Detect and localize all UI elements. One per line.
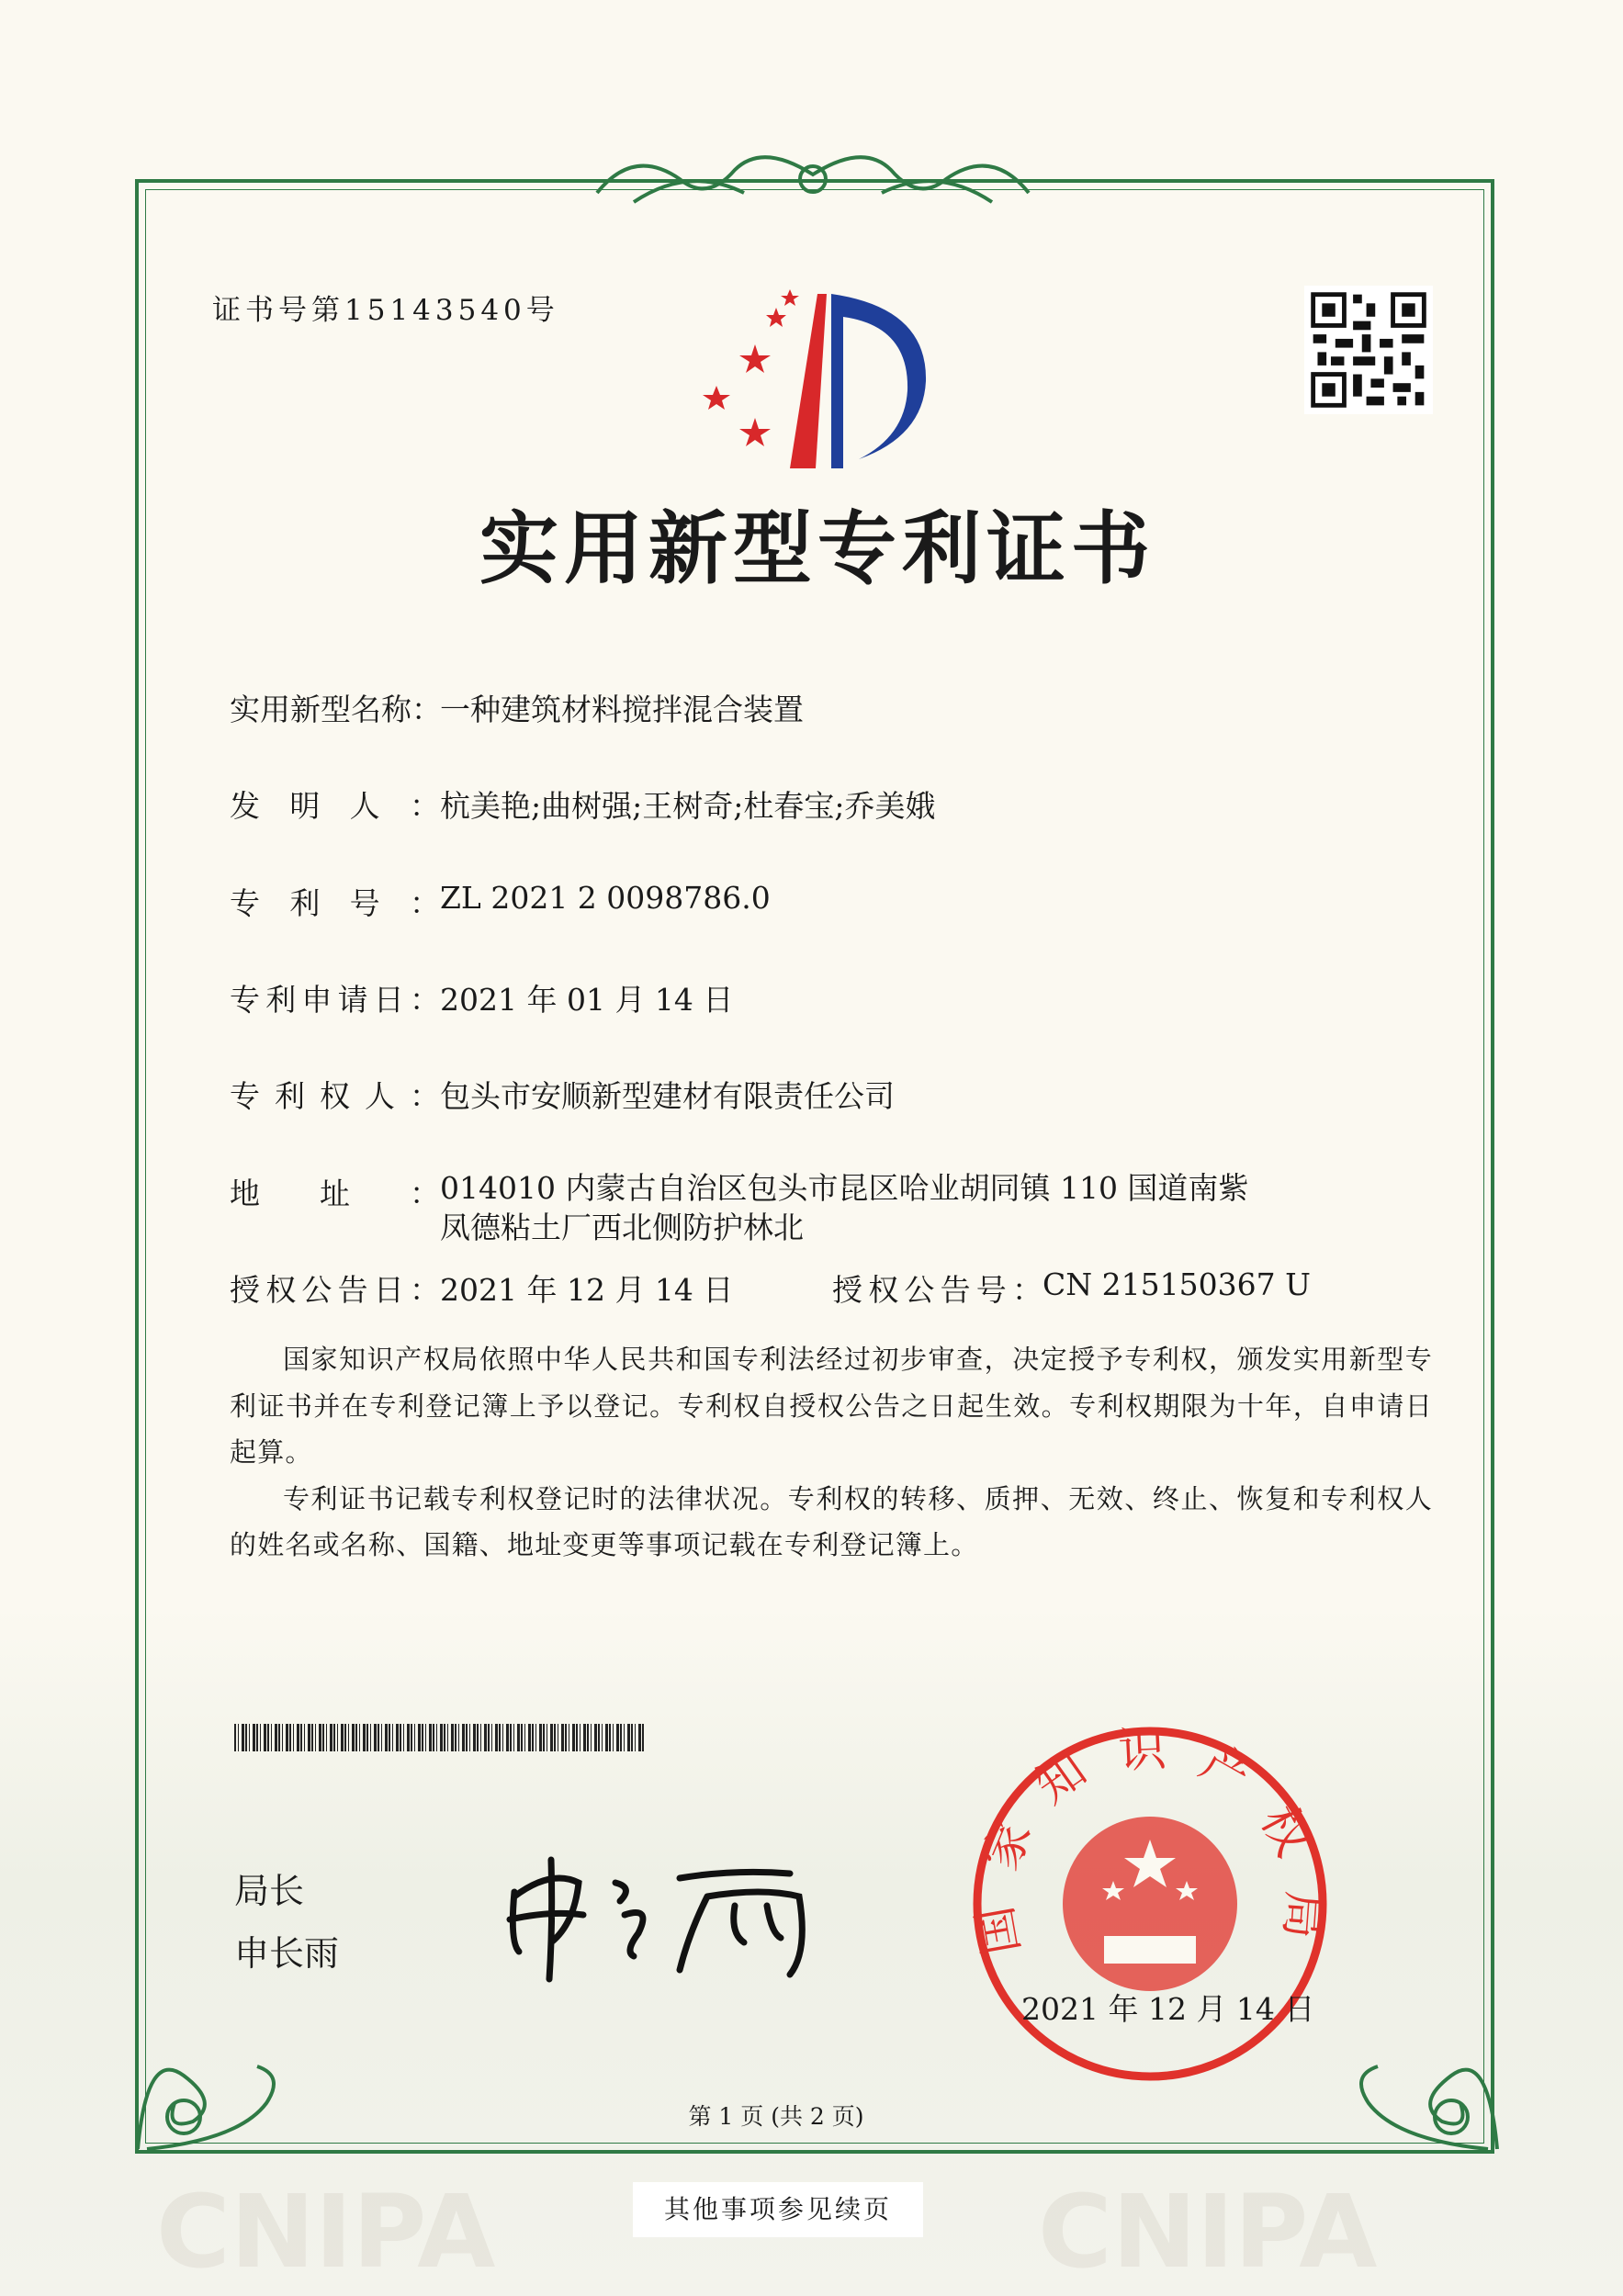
seal-text: 国家知识产权局 <box>967 1721 1333 1959</box>
ornament-corner-right-icon <box>1323 1938 1506 2158</box>
qr-code-icon <box>1304 286 1433 414</box>
field-application-date <box>230 976 733 1019</box>
page-indicator: 第 1 页 (共 2 页) <box>688 2103 864 2130</box>
field-value: 包头市安顺新型建材有限责任公司 <box>440 1078 895 1114</box>
field-value: 杭美艳;曲树强;王树奇;杜春宝;乔美娥 <box>440 788 936 824</box>
field-label: 发明人： <box>230 788 440 824</box>
statement-paragraph: 国家知识产权局依照中华人民共和国专利法经过初步审查，决定授予专利权，颁发实用新型专利证书并在专利登记簿上予以登记。专利权自授权公告之日起生效。专利权期限为十年，自申请日起算。 <box>230 1344 1433 1468</box>
field-label: 地址： <box>230 1176 440 1211</box>
address-line-2: 凤德粘土厂西北侧防护林北 <box>440 1210 804 1245</box>
field-publication-number <box>832 1266 1311 1310</box>
field-value: 2021 年 01 月 14 日 <box>440 982 734 1018</box>
certificate-statement <box>230 1336 1433 1569</box>
director-title: 局长 <box>234 1871 305 1911</box>
official-seal <box>966 1720 1334 2088</box>
field-value: CN 215150367 U <box>1043 1266 1311 1302</box>
certificate-number: 证书号第15143540号 <box>212 294 559 327</box>
director-name: 申长雨 <box>234 1933 340 1974</box>
field-grant-date <box>230 1266 733 1310</box>
field-label: 专利号： <box>230 885 440 921</box>
address-line-1: 014010 内蒙古自治区包头市昆区哈业胡同镇 110 国道南紫 <box>440 1170 1249 1206</box>
field-value <box>440 1168 1248 1247</box>
field-patent-number <box>230 880 771 923</box>
field-address <box>230 1170 1248 1247</box>
field-value: 一种建筑材料搅拌混合装置 <box>440 692 804 727</box>
field-value: 2021 年 12 月 14 日 <box>440 1272 734 1308</box>
field-label: 专利权人： <box>230 1078 440 1114</box>
field-label: 实用新型名称： <box>230 692 442 727</box>
director-signature <box>496 1841 836 1988</box>
field-inventors <box>230 782 935 826</box>
field-label: 授权公告日： <box>230 1272 440 1308</box>
watermark: CNIPA <box>1038 2173 1378 2290</box>
field-patentee <box>230 1073 895 1116</box>
barcode <box>234 1724 645 1751</box>
continuation-note: 其他事项参见续页 <box>633 2182 923 2237</box>
ornament-top-icon <box>579 138 1047 220</box>
statement-paragraph: 专利证书记载专利权登记时的法律状况。专利权的转移、质押、无效、终止、恢复和专利权人的姓名或名称、国籍、地址变更等事项记载在专利登记簿上。 <box>230 1482 1433 1560</box>
watermark: CNIPA <box>156 2173 496 2290</box>
certificate-title: 实用新型专利证书 <box>479 502 1155 595</box>
field-label: 专利申请日： <box>230 982 440 1018</box>
seal-date: 2021 年 12 月 14 日 <box>1021 1991 1315 2027</box>
field-utility-model-name <box>230 686 804 729</box>
field-value: ZL 2021 2 0098786.0 <box>440 880 771 916</box>
cnipa-logo-icon <box>698 280 937 473</box>
field-label: 授权公告号： <box>832 1272 1043 1308</box>
